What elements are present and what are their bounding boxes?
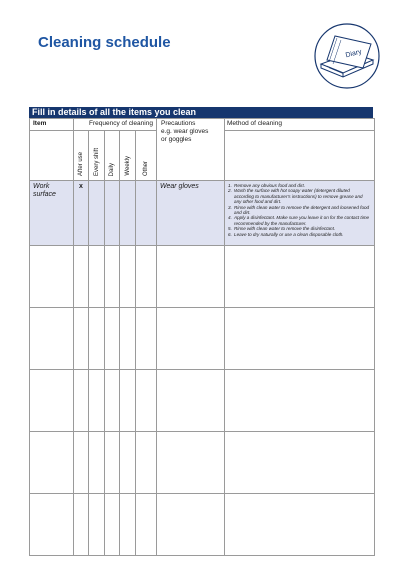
blank-entry-row [30,432,375,494]
blank-weekly-cell[interactable] [120,246,136,308]
blank-daily-cell[interactable] [105,432,120,494]
blank-method-cell[interactable] [225,432,375,494]
example-every-shift-cell [89,181,105,246]
blank-other-cell[interactable] [136,246,157,308]
precautions-example-line2: or goggles [161,136,192,143]
blank-precautions-cell[interactable] [157,494,225,556]
method-header-blank [225,131,375,181]
method-steps-list [228,183,371,237]
blank-entry-row [30,246,375,308]
blank-after-use-cell[interactable] [74,308,89,370]
diary-logo-text: Diary [344,48,363,60]
column-header-precautions [157,119,225,181]
method-step: 3. Rinse with clean water to remove the detergent and loosened food and dirt. [228,204,370,216]
example-daily-cell [105,181,120,246]
blank-other-cell[interactable] [136,432,157,494]
frequency-other-header: Other [136,131,157,181]
blank-entry-row [30,370,375,432]
blank-every-shift-cell[interactable] [89,308,105,370]
blank-method-cell[interactable] [225,494,375,556]
example-after-use-mark: x [74,181,89,246]
blank-method-cell[interactable] [225,308,375,370]
blank-item-cell[interactable] [30,432,74,494]
blank-item-cell[interactable] [30,308,74,370]
method-step: 4. Apply a disinfectant. Make sure you leave it on for the contact time recommended by the manufacturer. [228,215,370,226]
blank-every-shift-cell[interactable] [89,432,105,494]
blank-item-cell[interactable] [30,370,74,432]
item-header-blank [30,131,74,181]
blank-weekly-cell[interactable] [120,432,136,494]
blank-entry-row [30,494,375,556]
blank-after-use-cell[interactable] [74,494,89,556]
blank-every-shift-cell[interactable] [89,370,105,432]
blank-after-use-cell[interactable] [74,246,89,308]
blank-item-cell[interactable] [30,494,74,556]
blank-weekly-cell[interactable] [120,494,136,556]
instructions-banner: Fill in details of all the items you clean [29,107,373,118]
blank-daily-cell[interactable] [105,370,120,432]
precautions-example-line1: e.g. wear gloves [161,128,209,135]
example-precautions: Wear gloves [157,181,225,246]
blank-daily-cell[interactable] [105,494,120,556]
method-step: 1. Remove any obvious food and dirt. [228,183,306,188]
blank-precautions-cell[interactable] [157,246,225,308]
frequency-after-use-header: After use [74,131,89,181]
frequency-weekly-header: Weekly [120,131,136,181]
method-step: 5. Rinse with clean water to remove the disinfectant. [228,226,336,232]
blank-precautions-cell[interactable] [157,308,225,370]
page-title: Cleaning schedule [38,34,171,51]
method-step: 2. Wash the surface with hot soapy water (detergent diluted according to manufacturer's instructions) to remove grease and any other food and dirt. [228,188,363,205]
example-other-cell [136,181,157,246]
blank-weekly-cell[interactable] [120,370,136,432]
blank-entry-row [30,308,375,370]
blank-daily-cell[interactable] [105,246,120,308]
example-item: Work surface [30,181,74,246]
blank-every-shift-cell[interactable] [89,246,105,308]
blank-precautions-cell[interactable] [157,370,225,432]
column-header-method: Method of cleaning [225,119,375,131]
blank-other-cell[interactable] [136,494,157,556]
precautions-title: Precautions [161,120,196,127]
blank-item-cell[interactable] [30,246,74,308]
blank-other-cell[interactable] [136,370,157,432]
frequency-daily-header: Daily [105,131,120,181]
blank-after-use-cell[interactable] [74,370,89,432]
blank-weekly-cell[interactable] [120,308,136,370]
diary-book-icon [313,22,381,90]
blank-after-use-cell[interactable] [74,432,89,494]
blank-daily-cell[interactable] [105,308,120,370]
blank-method-cell[interactable] [225,246,375,308]
method-step: 6. Leave to dry naturally or use a clean disposable cloth. [228,231,344,237]
frequency-every-shift-header: Every shift [89,131,105,181]
example-weekly-cell [120,181,136,246]
example-method [225,181,375,246]
blank-precautions-cell[interactable] [157,432,225,494]
header-row [30,119,375,131]
blank-method-cell[interactable] [225,370,375,432]
blank-other-cell[interactable] [136,308,157,370]
cleaning-schedule-table [29,118,375,556]
blank-every-shift-cell[interactable] [89,494,105,556]
column-header-item: Item [30,119,74,131]
example-row [30,181,375,246]
column-header-frequency: Frequency of cleaning [74,119,157,131]
